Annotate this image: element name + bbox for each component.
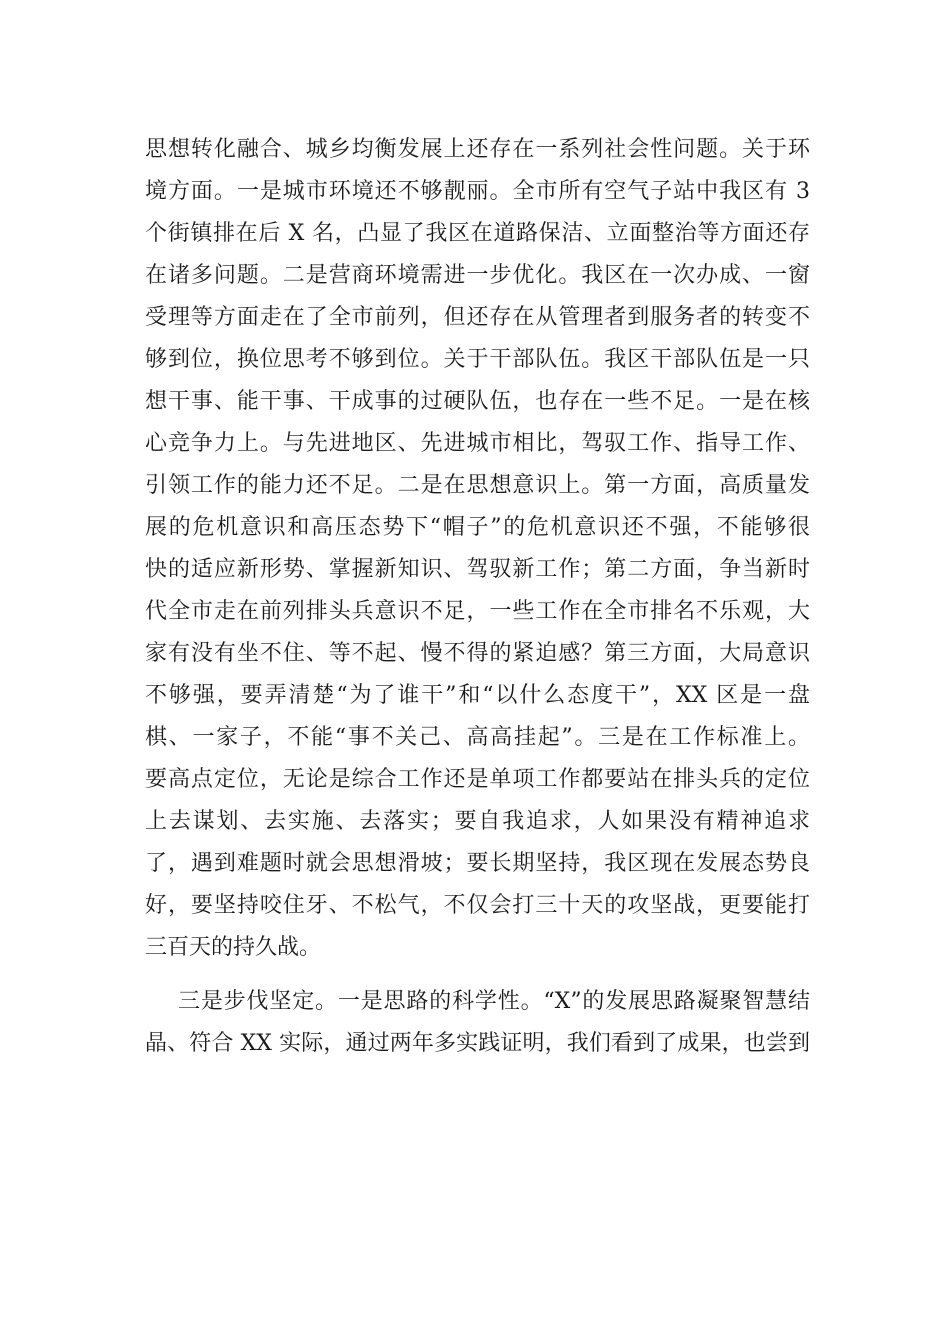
paragraph-1 [145,129,810,969]
text-line: 不够强，要弄清楚“为了谁干”和“以什么态度干”，XX 区是一盘 [145,683,810,708]
text-line: 展的危机意识和高压态势下“帽子”的危机意识还不强，不能够很 [145,515,810,540]
text-line: 上去谋划、去实施、去落实；要自我追求，人如果没有精神追求 [145,809,810,834]
text-line: 要高点定位，无论是综合工作还是单项工作都要站在排头兵的定位 [145,767,810,792]
text-line: 了，遇到难题时就会思想滑坡；要长期坚持，我区现在发展态势良 [145,851,810,876]
paragraph-2 [145,981,810,1065]
text-line: 代全市走在前列排头兵意识不足，一些工作在全市排名不乐观，大 [145,599,810,624]
text-line: 快的适应新形势、掌握新知识、驾驭新工作；第二方面，争当新时 [145,557,810,582]
paragraph-gap [145,969,810,981]
text-line: 境方面。一是城市环境还不够靓丽。全市所有空气子站中我区有 3 [145,179,810,204]
text-line: 在诸多问题。二是营商环境需进一步优化。我区在一次办成、一窗 [145,263,810,288]
body-text [145,129,810,1065]
text-line: 晶、符合 XX 实际，通过两年多实践证明，我们看到了成果，也尝到 [145,1031,810,1056]
text-line: 棋、一家子，不能“事不关己、高高挂起”。三是在工作标准上。 [145,725,810,750]
text-line: 思想转化融合、城乡均衡发展上还存在一系列社会性问题。关于环 [145,137,810,162]
text-line: 够到位，换位思考不够到位。关于干部队伍。我区干部队伍是一只 [145,347,810,372]
text-line: 三是步伐坚定。一是思路的科学性。“X”的发展思路凝聚智慧结 [178,989,810,1014]
text-line: 想干事、能干事、干成事的过硬队伍，也存在一些不足。一是在核 [145,389,810,414]
text-line: 个街镇排在后 X 名，凸显了我区在道路保洁、立面整治等方面还存 [145,221,810,246]
text-line: 心竞争力上。与先进地区、先进城市相比，驾驭工作、指导工作、 [145,431,810,456]
text-line: 好，要坚持咬住牙、不松气，不仅会打三十天的攻坚战，更要能打 [145,893,810,918]
text-line: 受理等方面走在了全市前列，但还存在从管理者到服务者的转变不 [145,305,810,330]
text-line: 引领工作的能力还不足。二是在思想意识上。第一方面，高质量发 [145,473,810,498]
text-line: 三百天的持久战。 [145,935,322,960]
text-line: 家有没有坐不住、等不起、慢不得的紧迫感？第三方面，大局意识 [145,641,810,666]
